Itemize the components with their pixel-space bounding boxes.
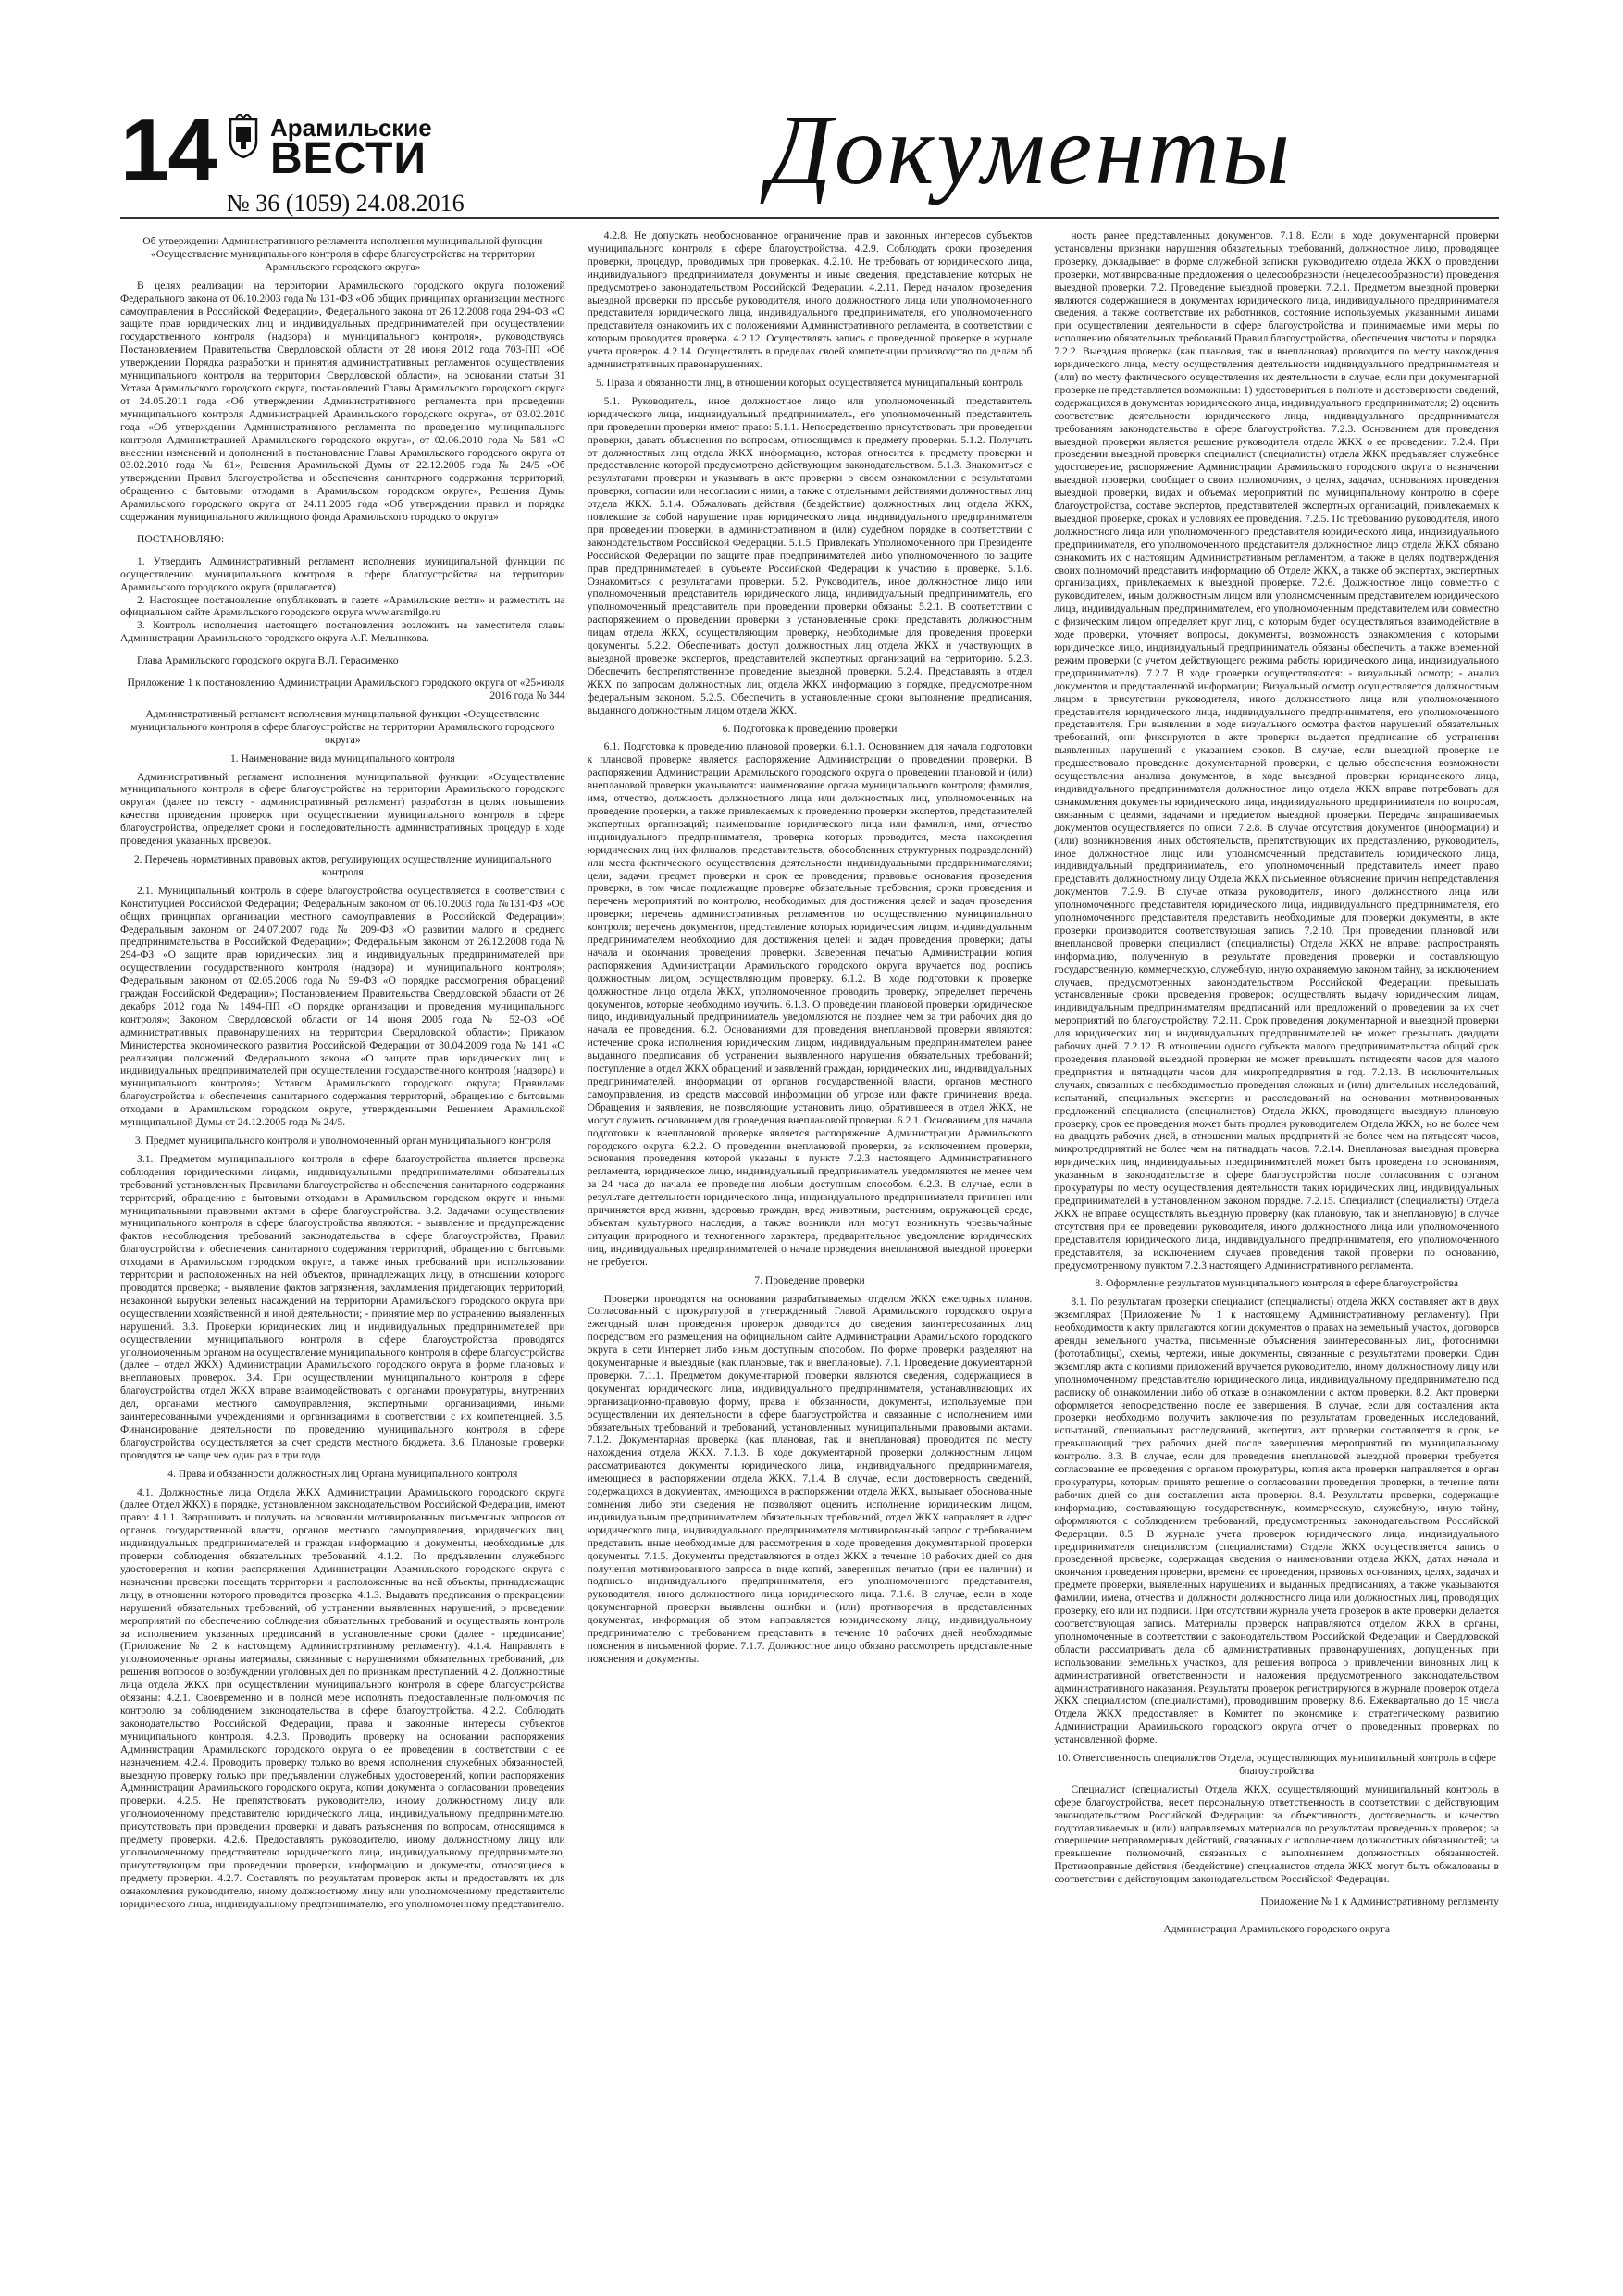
resolution-title: Об утверждении Административного регламента исполнения муниципальной функции «Осуществление муниципального контроля в сфере благоустройства на территории Арамильского городского округа» (142, 235, 543, 273)
header-rule (120, 217, 1499, 219)
col2-text-d: Проверки проводятся на основании разрабатываемых отделом ЖКХ ежегодных планов. Согласованный с прокуратурой и утвержденный Главой Арамильского городского округа ежегодный план проведения проверок доводится до сведения заинтересованных лиц посредством его размещения на официальном сайте Администрации Арамильского городского округа в сети Интернет либо иным доступным способом. По форме проверки разделяют на документарные и выездные (как плановые, так и внеплановые). 7.1. Проведение документарной проверки. 7.1.1. Предметом документарной проверки являются сведения, содержащиеся в документах юридического лица, индивидуального предпринимателя, устанавливающих их организационно-правовую форму, права и обязанности, документы, используемые при осуществлении их деятельности в сфере благоустройства и связанные с исполнением ими обязательных требований и требований, установленных муниципальными правовыми актами. 7.1.2. Документарная проверка (как плановая, так и внеплановая) проводится по месту нахождения отдела ЖКХ. 7.1.3. В ходе документарной проверки должностным лицом рассматриваются документы юридического лица, индивидуального предпринимателя, имеющиеся в распоряжении отдела ЖКХ. 7.1.4. В случае, если достоверность сведений, содержащихся в документах, имеющихся в распоряжении отдела ЖКХ, вызывает обоснованные сомнения либо эти сведения не позволяют оценить исполнение юридическим лицом, индивидуальным предпринимателем обязательных требований, отдел ЖКХ направляет в адрес юридического лица, индивидуального предпринимателя мотивированный запрос с требованием представить иные необходимые для рассмотрения в ходе проведения документарной проверки документы. 7.1.5. Документы представляются в отдел ЖКХ в течение 10 рабочих дней со дня получения мотивированного запроса в виде копий, заверенных печатью (при ее наличии) и подписью индивидуального предпринимателя, его уполномоченного представителя, руководителя, иного должностного лица юридического лица. 7.1.6. В случае, если в ходе документарной проверки выявлены ошибки и (или) противоречия в представленных документах, информация об этом направляется юридическому лицу, индивидуальному предпринимателю с требованием представить в течение 10 рабочих дней необходимые пояснения в письменной форме. 7.1.7. Должностное лицо обязано рассмотреть представленные пояснения и документы. (587, 1292, 1033, 1665)
article-columns (120, 230, 1499, 2247)
clause-2: 2. Настоящее постановление опубликовать в газете «Арамильские вести» и разместить на официальном сайте Арамильского городского округа www.aramilgo.ru (120, 593, 565, 619)
section-heading-1: 1. Наименование вида муниципального контроля (229, 751, 455, 764)
section-heading-2: 2. Перечень нормативных правовых актов, регулирующих осуществление муниципального контроля (133, 852, 551, 878)
col2-text-c: 6.1. Подготовка к проведению плановой проверки. 6.1.1. Основанием для начала подготовки к плановой проверке является распоряжение Администрации о проведении проверки. В распоряжении Администрации Арамильского городского округа о проведении плановой и (или) внеплановой проверки указываются: наименование органа муниципального контроля; фамилия, имя, отчество, должность должностного лица или должностных лиц, уполномоченных на проведение проверки, а также привлекаемых к проведению проверки экспертов, представителей экспертных организаций; наименование юридического лица или фамилия, имя, отчество индивидуального предпринимателя, проверка которых проводится, места нахождения юридических лиц (их филиалов, представительств, обособленных структурных подразделений) или места фактического осуществления деятельности индивидуальными предпринимателями; цели, задачи, предмет проверки и срок ее проведения; правовые основания проведения проверки, в том числе подлежащие проверке обязательные требования; сроки проведения и перечень мероприятий по контролю, необходимых для достижения целей и задач проведения проверки; перечень административных регламентов по осуществлению муниципального контроля; перечень документов, представление которых юридическим лицом, индивидуальным предпринимателем необходимо для достижения целей и задач проведения проверки; даты начала и окончания проведения проверки. Заверенная печатью Администрации копия распоряжения Администрации Арамильского городского округа вручается под роспись должностным лицом, осуществляющим проверку. 6.1.2. В ходе подготовки к проверке должностное лицо отдела ЖКХ, уполномоченное проводить проверку, определяет перечень документов, которые необходимо изучить. 6.1.3. О проведении плановой проверки юридическое лицо, индивидуальный предприниматель уведомляются не позднее чем за три рабочих дня до начала ее проведения. 6.2. Основаниями для проведения внеплановой проверки являются: истечение срока исполнения юридическим лицом, индивидуальным предпринимателем ранее выданного предписания об устранении выявленного нарушения обязательных требований; поступление в отдел ЖКХ обращений и заявлений граждан, юридических лиц, индивидуальных предпринимателей, информации от органов государственной власти, органов местного самоуправления, из средств массовой информации об угрозе или факте причинения вреда. Обращения и заявления, не позволяющие установить лицо, обратившееся в отдел ЖКХ, не могут служить основанием для проведения внеплановой проверки. 6.2.1. Основанием для начала подготовки к внеплановой проверке является распоряжение Администрации Арамильского городского округа. 6.2.2. О проведении внеплановой проверки, за исключением проверки, основания проведения которой указаны в пункте 7.2.3 настоящего Административного регламента, юридическое лицо, индивидуальный предприниматель уведомляются не менее чем за 24 часа до начала ее проведения любым доступным способом. 6.2.3. В случае, если в результате деятельности юридического лица, индивидуального предпринимателя причинен или причиняется вред жизни, здоровью граждан, вред животным, растениям, окружающей среде, объектам культурного наследия, а также возникли или могут возникнуть чрезвычайные ситуации природного и техногенного характера, предварительное уведомление юридических лиц, индивидуальных предпринимателей о начале проведения внеплановой выездной проверки не требуется. (587, 740, 1033, 1268)
page-number: 14 (120, 101, 216, 200)
section-2-text: 2.1. Муниципальный контроль в сфере благоустройства осуществляется в соответствии с Конституцией Российской Федерации; Федеральным законом от 06.10.2003 года №131-ФЗ «Об общих принципах организации местного самоуправления в Российской Федерации»; Федеральным законом от 24.07.2007 года № 209-ФЗ «О развитии малого и среднего предпринимательства в Российской Федерации»; Федеральным законом от 26.12.2008 года № 294-ФЗ «О защите прав юридических лиц и индивидуальных предпринимателей при осуществлении государственного контроля (надзора) и муниципального контроля»; Федеральным законом от 02.05.2006 года № 59-ФЗ «О порядке рассмотрения обращений граждан Российской Федерации»; Постановлением Правительства Свердловской области от 26 декабря 2012 года № 1494-ПП «О порядке организации и проведения муниципального контроля»; Законом Свердловской области от 14 июня 2005 года № 52-ОЗ «Об административных правонарушениях на территории Свердловской области»; Приказом Министерства экономического развития Российской Федерации от 30.04.2009 года № 141 «О реализации положений Федерального закона «О защите прав юридических лиц и индивидуальных предпринимателей при осуществлении государственного контроля (надзора) и муниципального контроля»; Уставом Арамильского городского округа; Правилами благоустройства и обеспечения санитарного содержания территорий, обращению с бытовыми отходами в Арамильском городском округе, утвержденными Решением Арамильской муниципальной Думы от 24.12.2005 года № 24/5. (120, 884, 565, 1129)
footer-line: Администрация Арамильского городского округа (1163, 1923, 1390, 1935)
col2-text-a: 4.2.8. Не допускать необоснованное ограничение прав и законных интересов субъектов муниципального контроля в сфере благоустройства. 4.2.9. Соблюдать сроки проведения проверки, процедур, проводимых при проверках. 4.2.10. Не требовать от юридического лица, индивидуального предпринимателя документы и иные сведения, представление которых не предусмотрено законодательством Российской Федерации. 4.2.11. Перед началом проведения выездной проверки по просьбе руководителя, иного должностного лица или уполномоченного представителя юридического лица, индивидуального предпринимателя, его уполномоченного представителя ознакомить их с положениями Административного регламента, в соответствии с которым проводится проверка. 4.2.12. Осуществлять запись о проведенной проверке в журнале учета проверок. 4.2.14. Осуществлять в пределах своей компетенции производство по делам об административных правонарушениях. (587, 230, 1033, 371)
col2-text-b: 5.1. Руководитель, иное должностное лицо или уполномоченный представитель юридического лица, индивидуальный предприниматель, его уполномоченный представитель при проведении проверки имеют право: 5.1.1. Непосредственно присутствовать при проведении проверки, давать объяснения по вопросам, относящимся к предмету проверки. 5.1.2. Получать от должностных лиц отдела ЖКХ информацию, которая относится к предмету проверки и предоставление которой предусмотрено действующим законодательством. 5.1.3. Знакомиться с результатами проверки и указывать в акте проверки о своем ознакомлении с результатами проверки, согласии или несогласии с ними, а также с отдельными действиями должностных лиц отдела ЖКХ. 5.1.4. Обжаловать действия (бездействие) должностных лиц отдела ЖКХ, повлекшие за собой нарушение прав юридического лица, индивидуального предпринимателя при проведении проверки, в административном и (или) судебном порядке в соответствии с законодательством Российской Федерации. 5.1.5. Привлекать Уполномоченного при Президенте Российской Федерации по защите прав предпринимателей либо уполномоченного по защите прав предпринимателей в субъекте Российской Федерации к участию в проверке. 5.1.6. Ознакомиться с результатами проверки. 5.2. Руководитель, иное должностное лицо или уполномоченный представитель юридического лица, индивидуальный предприниматель, его уполномоченный представитель при проведении проверки обязаны: 5.2.1. В соответствии с распоряжением о проведении проверки в установленные сроки представить должностным лицам отдела ЖКХ, осуществляющим проверку, необходимые для проведения проверки документы. 5.2.2. Обеспечивать доступ должностных лиц отдела ЖКХ и участвующих в выездной проверке экспертов, представителей экспертных организаций на территорию. 5.2.3. Обеспечить беспрепятственное проведение выездной проверки. 5.2.4. Представлять в отдел ЖКХ по запросам должностных лиц отдела ЖКХ информацию в порядке, предусмотренном федеральным законом. 5.2.5. Обеспечить в установленные сроки выполнение предписания, выданного должностным лицом отдела ЖКХ. (587, 394, 1033, 716)
column-1 (120, 230, 565, 2247)
section-title: Документы (768, 95, 1294, 205)
coat-of-arms-icon (227, 114, 260, 158)
section-heading-6: 6. Подготовка к проведению проверки (722, 722, 898, 735)
appendix-note: Приложение 1 к постановлению Администрации Арамильского городского округа от «25»июля 2016 года № 344 (127, 676, 565, 701)
logo-main-text: ВЕСТИ (270, 134, 427, 183)
section-heading-5: 5. Права и обязанности лиц, в отношении которых осуществляется муниципальный контроль (596, 376, 1023, 389)
logo-top-text: Арамильские (270, 114, 432, 142)
section-heading-3: 3. Предмет муниципального контроля и уполномоченный орган муниципального контроля (134, 1135, 551, 1147)
section-heading-8: 8. Оформление результатов муниципального контроля в сфере благоустройства (1095, 1277, 1458, 1290)
section-1-text: Административный регламент исполнения муниципальной функции «Осуществление муниципального контроля в сфере благоустройства на территории Арамильского городского округа» (далее по тексту - административный регламент) разработан в целях повышения качества проведения проверок при осуществлении муниципального контроля в сфере благоустройства, определяет сроки и последовательность административных процедур в ходе проведения указанных проверок. (120, 770, 565, 848)
col3-text-c: Специалист (специалисты) Отдела ЖКХ, осуществляющий муниципальный контроль в сфере благоустройства, несет персональную ответственность в соответствии с действующим законодательством Российской Федерации: за объективность, достоверность и качество подготавливаемых и (или) направляемых материалов по результатам проведенных проверок; за совершение неправомерных действий, связанных с исполнением должностных обязанностей; за превышение полномочий, связанных с выполнением должностных обязанностей. Противоправные действия (бездействие) специалистов отдела ЖКХ могут быть обжалованы в соответствии с действующим законодательством Российской Федерации. (1054, 1782, 1499, 1886)
col3-text-b: 8.1. По результатам проверки специалист (специалисты) отдела ЖКХ составляет акт в двух экземплярах (Приложение № 1 к настоящему Административному регламенту). При необходимости к акту прилагаются копии документов о правах на земельный участок, договоров аренды земельного участка, письменные объяснения заинтересованных лиц, фотоснимки (фототаблицы), схемы, чертежи, иные документы, связанные с результатами проверки. Один экземпляр акта с копиями приложений вручается руководителю, иному должностному лицу или уполномоченному представителю юридического лица, индивидуальному предпринимателю под расписку об ознакомлении либо об отказе в ознакомлении с актом проверки. 8.2. Акт проверки оформляется непосредственно после ее завершения. В случае, если для составления акта проверки необходимо получить заключения по результатам проведенных исследований, испытаний, специальных расследований, экспертиз, акт проверки составляется в срок, не превышающий трех рабочих дней после завершения мероприятий по муниципальному контролю. 8.3. В случае, если для проведения внеплановой выездной проверки требуется согласование ее проведения с органом прокуратуры, копия акта проверки направляется в орган прокуратуры, которым принято решение о согласовании проведения проверки, в течение пяти рабочих дней со дня составления акта проверки. 8.4. Результаты проверки, содержащие информацию, составляющую государственную, коммерческую, служебную, иную тайну, оформляются с соблюдением требований, предусмотренных законодательством Российской Федерации. 8.5. В журнале учета проверок юридического лица, индивидуального предпринимателя специалистом (специалистами) Отдела ЖКХ осуществляется запись о проведенной проверке, содержащая сведения о наименовании отдела ЖКХ, датах начала и окончания проведения проверки, времени ее проведения, правовых основаниях, целях, задачах и предмете проверки, выявленных нарушениях и выданных предписаниях, а также указываются фамилии, имена, отчества и должности должностного лица или должностных лиц, проводящих проверку, его или их подписи. При отсутствии журнала учета проверок в акте проверки делается соответствующая запись. Материалы проверок направляются отделом ЖКХ в органы, уполномоченные в соответствии с законодательством Российской Федерации и Свердловской области рассматривать дела об административных правонарушениях, допущенных при использовании земельных участков, для решения вопроса о привлечении виновных лиц к административной ответственности и наложения предусмотренного законодательством административного наказания. Результаты проверок регистрируются в журнале проверок отдела ЖКХ специалистом (специалистами), проводившим проверку. 8.6. Ежеквартально до 15 числа Отдела ЖКХ предоставляет в Комитет по экономике и стратегическому развитию Администрации Арамильского городского округа отчет о проведенных проверках по установленной форме. (1054, 1296, 1499, 1746)
section-3-text: 3.1. Предметом муниципального контроля в сфере благоустройства является проверка соблюдения юридическими лицами, индивидуальными предпринимателями обязательных требований установленных Правилами благоустройства и обеспечения санитарного содержания территорий, обращению с бытовыми отходами в Арамильском городском округе и иными муниципальными правовыми актами в сфере благоустройства. 3.2. Задачами осуществления муниципального контроля в сфере благоустройства являются: - выявление и предупреждение фактов несоблюдения требований законодательства в сфере благоустройства, Правил благоустройства и обеспечения санитарного содержания территорий, обращению с бытовыми отходами в Арамильском городском округе, а также иных требований при использовании территории и расположенных на ней объектов, принадлежащих лицу, в отношении которого проводится проверка; - выявление фактов загрязнения, захламления придегающих территорий, незаконной вырубки зеленых насаждений на территории Арамильского городского округа при осуществлении хозяйственной и иной деятельности; - принятие мер по устранению выявленных нарушений. 3.3. Проверки юридических лиц и индивидуальных предпринимателей при осуществлении муниципального контроля в сфере благоустройства проводятся уполномоченным органом на осуществление муниципального контроля в сфере благоустройства (далее – отдел ЖКХ) Администрации Арамильского городского округа в форме плановых и внеплановых проверок. 3.4. При осуществлении муниципального контроля в сфере благоустройства отдел ЖКХ вправе взаимодействовать с органами прокуратуры, внутренних дел, органами местного самоуправления, экспертными организациями, иными заинтересованными учреждениями и организациями в соответствии с их компетенцией. 3.5. Финансирование деятельности по проведению муниципального контроля в сфере благоустройства осуществляется за счет средств местного бюджета. 3.6. Плановые проверки проводятся не чаще чем один раз в три года. (120, 1152, 565, 1461)
appendix-2-note: Приложение № 1 к Административному регламенту (1260, 1895, 1499, 1908)
col3-text-a: ность ранее представленных документов. 7.1.8. Если в ходе документарной проверки установлены признаки нарушения обязательных требований, должностное лицо, проводящее проверку, докладывает в форме служебной записки руководителю отдела ЖКХ о проведении проверки, мотивированные предложения о целесообразности (нецелесообразности) проведения выездной проверки. 7.2. Проведение выездной проверки. 7.2.1. Предметом выездной проверки являются содержащиеся в документах юридического лица, индивидуального предпринимателя сведения, а также соответствие их работников, состояние используемых указанными лицами при осуществлении деятельности в сфере благоустройства и принимаемые ими меры по исполнению обязательных требований Правил благоустройства, обеспечения чистоты и порядка. 7.2.2. Выездная проверка (как плановая, так и внеплановая) проводится по месту нахождения юридического лица, месту осуществления деятельности индивидуального предпринимателя и (или) по месту фактического осуществления их деятельности в случае, если при документарной проверке не представляется возможным: 1) удостовериться в полноте и достоверности сведений, содержащихся в документах юридического лица, индивидуального предпринимателя; 2) оценить соответствие деятельности юридического лица, индивидуального предпринимателя требованиям законодательства в сфере благоустройства. 7.2.3. Основанием для проведения выездной проверки является решение руководителя отдела ЖКХ о ее проведении. 7.2.4. При проведении выездной проверки специалист (специалисты) отдела ЖКХ предъявляет служебное удостоверение, распоряжение Администрации Арамильского городского округа о назначении выездной проверки, сообщает о своих полномочиях, о целях, задачах, основаниях проведения выездной проверки, видах и объемах мероприятий по муниципальному контролю в сфере благоустройства, составе экспертов, представителей экспертных организаций, привлекаемых к выездной проверке, сроках и условиях ее проведения. 7.2.5. По требованию руководителя, иного должностного лица или уполномоченного представителя юридического лица, индивидуального предпринимателя, его уполномоченного представителя должностное лицо отдела ЖКХ обязано ознакомить их с настоящим Административным регламентом, а также в целях подтверждения своих полномочий представить информацию об Отделе ЖКХ, а также об экспертах, экспертных организациях, привлекаемых к выездной проверке. 7.2.6. Должностное лицо совместно с руководителем, иным должностным лицом или уполномоченным представителем юридического лица, индивидуальным предпринимателем, его уполномоченным представителем или совместно с физическим лицом определяет круг лиц, с которым будет осуществляться взаимодействие в ходе проверки, уточняет вопросы, документы, возможность ознакомления с которыми юридическое лицо, индивидуальный предприниматель обязаны обеспечить, а также временной режим проверки (с учетом действующего режима работы юридического лица, индивидуального предпринимателя). 7.2.7. В ходе проверки осуществляются: - визуальный осмотр; - анализ документов и представленной информации; Визуальный осмотр осуществляется должностным лицом в присутствии руководителя, иного должностного лица или уполномоченного представителя юридического лица, индивидуального предпринимателя, его уполномоченного представителя. При выявлении в ходе визуального осмотра фактов нарушений обязательных требований, они фиксируются в акте проверки выдается предписание об устранении выявленных нарушений с указанием сроков. В случае, если выездной проверке не предшествовало проведение документарной проверки, с целью обеспечения возможности осуществления анализа документов, в ходе выездной проверки юридического лица, индивидуального предпринимателя должностное лицо отдела ЖКХ вправе потребовать для ознакомления документы юридического лица, индивидуального предпринимателя по вопросам, связанным с целями, задачами и предметом выездной проверки. Передача запрашиваемых документов осуществляется по описи. 7.2.8. В случае отсутствия документов (информации) и (или) возникновения иных обстоятельств, препятствующих их представлению, руководитель, иное должностное лицо или уполномоченный представитель юридического лица, индивидуальный предприниматель, его уполномоченный представитель имеет право представить должностному лицу Отдела ЖКХ письменное объяснение причин непредставления документов. 7.2.9. В случае отказа руководителя, иного должностного лица или уполномоченного представителя юридического лица, индивидуального предпринимателя, его уполномоченного представителя представить необходимые для проверки документы, в акте проверки производится соответствующая запись. 7.2.10. При проведении плановой или внеплановой проверки специалист (специалисты) Отдела ЖКХ не вправе: распространять информацию, полученную в результате проведения проверки и составляющую государственную, коммерческую, служебную, иную охраняемую законом тайну, за исключением случаев, предусмотренных законодательством Российской Федерации; превышать установленные сроки проведения проверок; осуществлять выдачу юридическим лицам, индивидуальным предпринимателям предписаний или предложений о проведении за их счет мероприятий по благоустройству. 7.2.11. Срок проведения документарной и выездной проверки для юридических лиц и индивидуальных предпринимателей не может превышать двадцати рабочих дней. 7.2.12. В отношении одного субъекта малого предпринимательства общий срок проведения плановой выездной проверки не может превышать пятидесяти часов для малого предприятия и пятнадцати часов для микропредприятия в год. 7.2.13. В исключительных случаях, связанных с необходимостью проведения сложных и (или) длительных исследований, испытаний, специальных экспертиз и расследований на основании мотивированных предложений специалиста (специалистов) Отдела ЖКХ, проводящего выездную плановую проверку, срок ее проведения может быть продлен руководителем Отдела ЖКХ, но не более чем на двадцать рабочих дней, в отношении малых предприятий не более чем на пятьдесят часов, микропредприятий не более чем на пятнадцать часов. 7.2.14. Внеплановая выездная проверка юридических лиц, индивидуальных предпринимателей может быть проведена по основаниям, указанным в законодательстве в сфере благоустройства после согласования с органом прокуратуры по месту осуществления деятельности таких юридических лиц, индивидуальных предпринимателей в установленном законом порядке. 7.2.15. Специалист (специалисты) Отдела ЖКХ не вправе осуществлять выездную проверку (как плановую, так и внеплановую) в случае отсутствия при ее проведении руководителя, иного должностного лица или уполномоченного представителя юридического лица, индивидуального предпринимателя, его уполномоченного представителя, за исключением случаев проведения такой проверки по основанию, предусмотренному пунктом 7.2.3 настоящего Административного регламента. (1054, 230, 1499, 1272)
resolve-heading: ПОСТАНОВЛЯЮ: (137, 532, 225, 545)
section-heading-7: 7. Проведение проверки (754, 1273, 865, 1286)
regulation-title: Административный регламент исполнения муниципальной функции «Осуществление муниципального контроля в сфере благоустройства на территории Арамильского городского округа» (130, 707, 555, 746)
signature: Глава Арамильского городского округа В.Л. Герасименко (137, 654, 399, 667)
intro-paragraph: В целях реализации на территории Арамильского городского округа положений Федерального закона от 06.10.2003 года № 131-ФЗ «Об общих принципах организации местного самоуправления в Российской Федерации», Федерального закона от 26.12.2008 года 294-ФЗ «О защите прав юридических лиц и индивидуальных предпринимателей при осуществлении государственного контроля (надзора) и муниципального контроля», руководствуясь Постановлением Правительства Свердловской области от 28 июня 2012 года 703-ПП «Об утверждении Порядка разработки и принятия административных регламентов осуществления муниципального контроля на территории Свердловской области», на основании статьи 31 Устава Арамильского городского округа, постановлений Главы Арамильского городского округа от 24.05.2011 года «Об утверждении Административного регламента при проведении муниципального контроля Администрацией Арамильского городского округа», от 03.02.2010 года «Об утверждении Административного регламента по проведению муниципального контроля Администрацией Арамильского городского округа», от 02.06.2010 года № 581 «О внесении изменений и дополнений в постановление Главы Арамильского городского округа от 03.02.2010 года № 61», Решения Арамильской Думы от 22.12.2005 года № 24/5 «Об утверждении Правил благоустройства и обеспечения санитарного содержания территорий, обращению с бытовыми отходами в Арамильском городском округе», Решения Думы Арамильского городского округа от 24.11.2005 года «Об утверждении правил и порядка содержания муниципального жилищного фонда Арамильского городского округа» (120, 279, 565, 524)
clause-1: 1. Утвердить Административный регламент исполнения муниципальной функции по осуществлению муниципального контроля в сфере благоустройства на территории Арамильского городского округа (прилагается). (120, 554, 565, 593)
clause-3: 3. Контроль исполнения настоящего постановления возложить на заместителя главы Администрации Арамильского городского округа А.Г. Мельникова. (120, 619, 565, 645)
section-heading-10: 10. Ответственность специалистов Отдела, осуществляющих муниципальный контроль в сфере благоустройства (1057, 1752, 1496, 1777)
masthead (120, 95, 1508, 231)
column-3 (1054, 230, 1499, 2247)
section-heading-4: 4. Права и обязанности должностных лиц Органа муниципального контроля (167, 1467, 518, 1480)
issue-line: № 36 (1059) 24.08.2016 (227, 190, 465, 217)
section-4-text: 4.1. Должностные лица Отдела ЖКХ Администрации Арамильского городского округа (далее Отдел ЖКХ) в порядке, установленном законодательством Российской Федерации, имеют право: 4.1.1. Запрашивать и получать на основании мотивированных письменных запросов от органов государственной власти, органов местного самоуправления, юридических лиц, индивидуальных предпринимателей и граждан информацию и документы, необходимые для проверки соблюдения обязательных требований. 4.1.2. По предъявлении служебного удостоверения и копии распоряжения Администрации Арамильского городского округа о назначении проверки посещать территории и расположенные на ней объекты, принадлежащие лицу, в отношении которого проводится проверка. 4.1.3. Выдавать предписания о прекращении нарушений обязательных требований, об устранении выявленных нарушений, о проведении мероприятий по обеспечению соблюдения обязательных требований и осуществлять контроль за исполнением указанных предписаний в установленные сроки (далее - предписание) (Приложение № 2 к настоящему Административному регламенту). 4.1.4. Направлять в уполномоченные органы материалы, связанные с нарушениями обязательных требований, для решения вопросов о возбуждении уголовных дел по признакам преступлений. 4.2. Должностные лица отдела ЖКХ при осуществлении муниципального контроля в сфере благоустройства обязаны: 4.2.1. Своевременно и в полной мере исполнять предоставленные полномочия по контролю за соблюдением законодательства в сфере благоустройства. 4.2.2. Соблюдать законодательство Российской Федерации, права и законные интересы субъектов муниципального контроля. 4.2.3. Проводить проверку на основании распоряжения Администрации Арамильского городского округа о ее проведении в соответствии с ее назначением. 4.2.4. Проводить проверку только во время исполнения служебных обязанностей, выездную проверку только при предъявлении служебных удостоверений, копии распоряжения Администрации Арамильского городского округа, копии документа о согласовании проведения проверки. 4.2.5. Не препятствовать руководителю, иному должностному лицу или уполномоченному представителю юридического лица, индивидуальному предпринимателю, присутствовать при проведении проверки и давать разъяснения по вопросам, относящимся к предмету проверки. 4.2.6. Предоставлять руководителю, иному должностному лицу или уполномоченному представителю юридического лица, индивидуальному предпринимателю, присутствующим при проведении проверки, информацию и документы, относящиеся к предмету проверки. 4.2.7. Составлять по результатам проверок акты и предоставлять их для ознакомления руководителю, иному должностному лицу или уполномоченному представителю юридического лица, индивидуальному предпринимателю, его уполномоченному представителю. (120, 1485, 565, 1910)
column-2 (588, 230, 1033, 2247)
